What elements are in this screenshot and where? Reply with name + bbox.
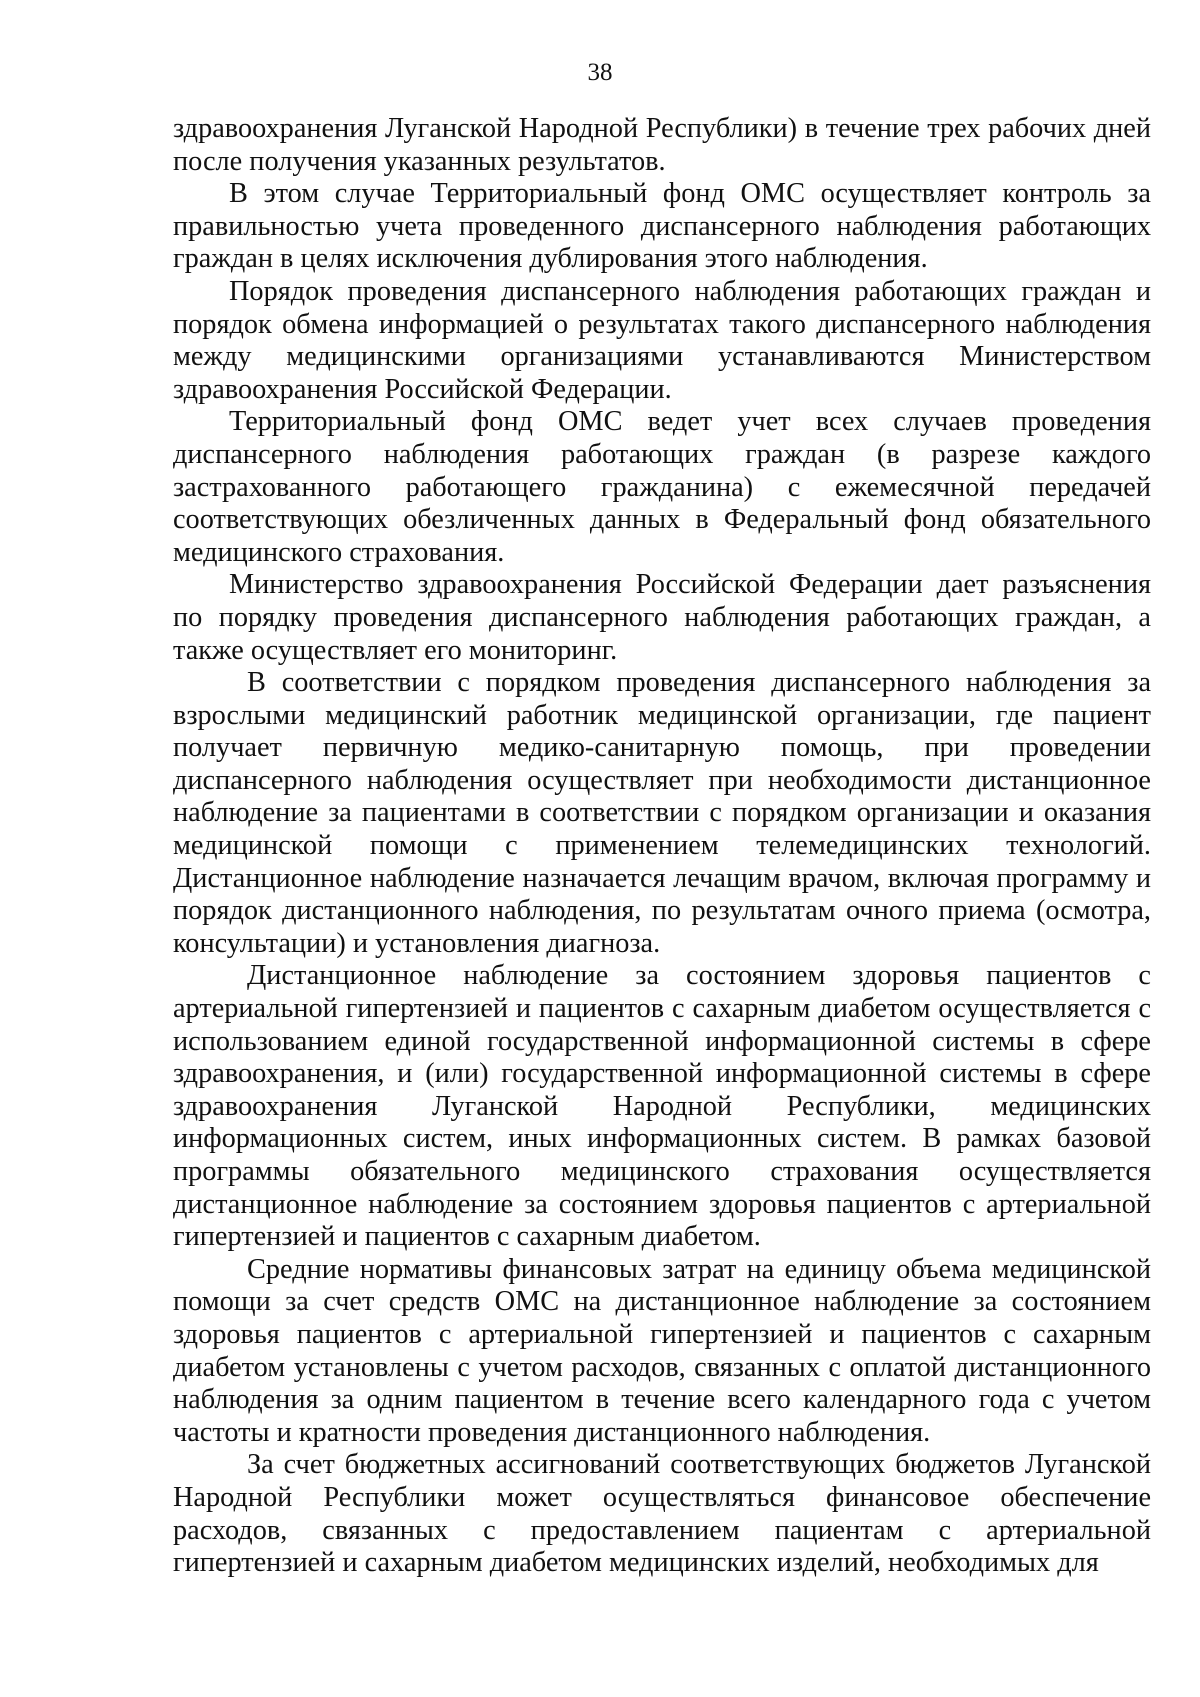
paragraph-budget-financing: За счет бюджетных ассигнований соответствующих бюджетов Луганской Народной Республики может осуществляться финансовое обеспечение расходов, связанных с предоставлением пациентам с артериальной гипертензией и сахарным диабетом медицинских изделий, необходимых для: [173, 1449, 1151, 1579]
paragraph-remote-observation-procedure: В соответствии с порядком проведения диспансерного наблюдения за взрослыми медицинский работник медицинской организации, где пациент получает первичную медико-санитарную помощь, при проведении диспансерного наблюдения осуществляет при необходимости дистанционное наблюдение за пациентами в соответствии с порядком организации и оказания медицинской помощи с применением телемедицинских технологий. Дистанционное наблюдение назначается лечащим врачом, включая программу и порядок дистанционного наблюдения, по результатам очного приема (осмотра, консультации) и установления диагноза.: [173, 667, 1151, 959]
paragraph-remote-observation-systems: Дистанционное наблюдение за состоянием здоровья пациентов с артериальной гипертензией и пациентов с сахарным диабетом осуществляется с использованием единой государственной информационной системы в сфере здравоохранения, и (или) государственной информационной системы в сфере здравоохранения Луганской Народной Республики, медицинских информационных систем, иных информационных систем. В рамках базовой программы обязательного медицинского страхования осуществляется дистанционное наблюдение за состоянием здоровья пациентов с артериальной гипертензией и пациентов с сахарным диабетом.: [173, 960, 1151, 1253]
paragraph-control-duplication: В этом случае Территориальный фонд ОМС осуществляет контроль за правильностью учета проведенного диспансерного наблюдения работающих граждан в целях исключения дублирования этого наблюдения.: [173, 178, 1151, 275]
paragraph-observation-procedure: Порядок проведения диспансерного наблюдения работающих граждан и порядок обмена информацией о результатах такого диспансерного наблюдения между медицинскими организациями устанавливаются Министерством здравоохранения Российской Федерации.: [173, 275, 1151, 405]
page-number: 38: [587, 59, 613, 86]
paragraph-continuation: здравоохранения Луганской Народной Республики) в течение трех рабочих дней после получения указанных результатов.: [173, 113, 1151, 177]
paragraph-cost-standards: Средние нормативы финансовых затрат на единицу объема медицинской помощи за счет средств ОМС на дистанционное наблюдение за состоянием здоровья пациентов с артериальной гипертензией и пациентов с сахарным диабетом установлены с учетом расходов, связанных с оплатой дистанционного наблюдения за одним пациентом в течение всего календарного года с учетом частоты и кратности проведения дистанционного наблюдения.: [173, 1253, 1151, 1448]
paragraph-ministry-clarifications: Министерство здравоохранения Российской Федерации дает разъяснения по порядку проведения диспансерного наблюдения работающих граждан, а также осуществляет его мониторинг.: [173, 569, 1151, 666]
document-body: [173, 113, 1151, 1580]
paragraph-fund-records: Территориальный фонд ОМС ведет учет всех случаев проведения диспансерного наблюдения работающих граждан (в разрезе каждого застрахованного работающего гражданина) с ежемесячной передачей соответствующих обезличенных данных в Федеральный фонд обязательного медицинского страхования.: [173, 406, 1151, 568]
